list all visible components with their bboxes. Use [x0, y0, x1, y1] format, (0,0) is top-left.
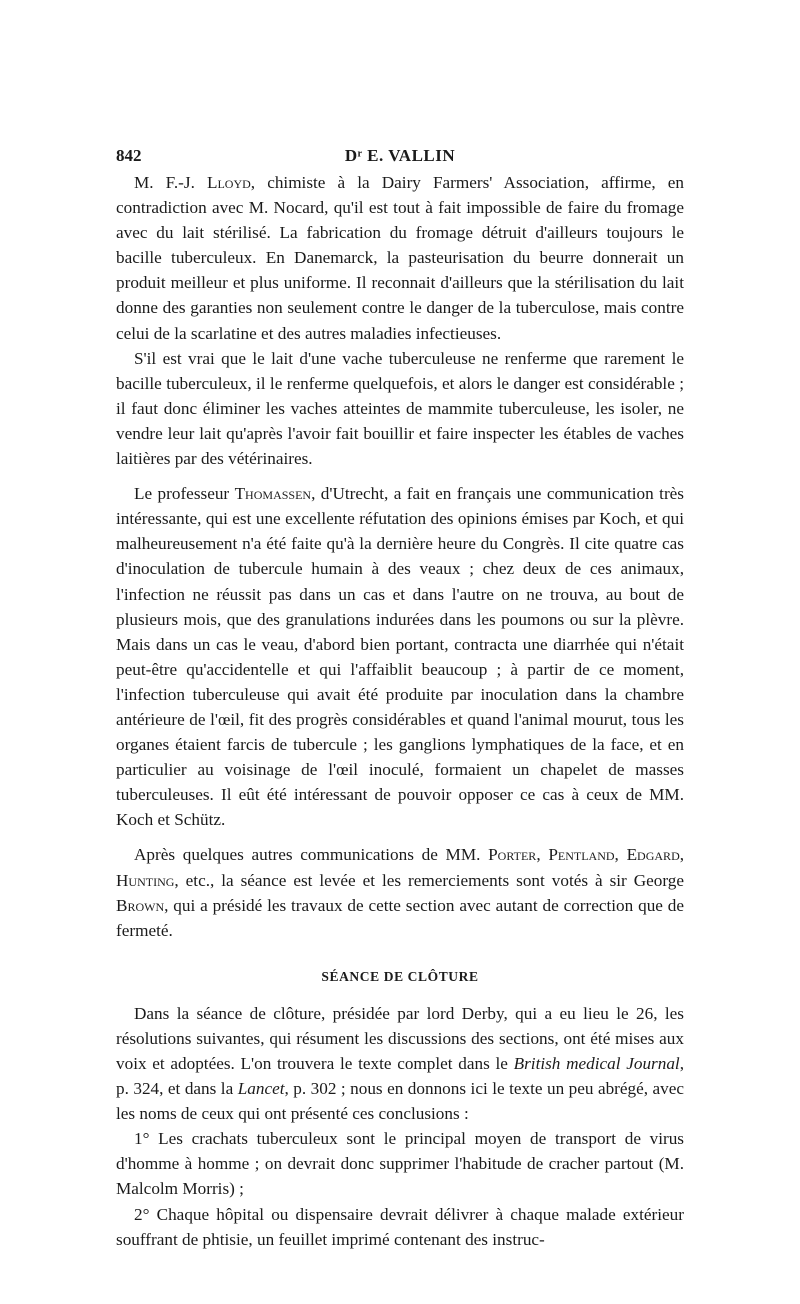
text-run: , p. 302 ; nous en donnons ici le texte un peu abrégé, avec les noms de ceux qui ont présenté ces conclusions :: [116, 1079, 684, 1124]
paragraph-lait-tuberculeux: S'il est vrai que le lait d'une vache tuberculeuse ne renferme que rarement le bacille tuberculeux, il le renferme quelquefois, et alors le danger est considérable ; il faut donc éliminer les vaches atteintes de mammite tuberculeuse, les isoler, ne vendre leur lait qu'après l'avoir fait bouillir et faire inspecter les étables de vaches laitières par des vétérinaires.: [116, 348, 684, 469]
text-run: Après quelques autres communications de MM.: [134, 845, 489, 865]
text-run: , etc., la séance est levée et les remerciements sont votés à sir George: [174, 870, 684, 890]
book-page: [116, 143, 684, 1252]
text-run: ,: [614, 845, 627, 865]
author-name: Brown: [116, 895, 165, 915]
text-run: , chimiste à la Dairy Farmers' Association, affirme, en contradiction avec M. Nocard, qu'il est tout à fait impossible de faire du fromage avec du lait stérilisé. La fabrication du fromage détruit d'ailleurs toujours le bacille tuberculeux. En Danemarck, la pasteurisation du beurre donnerait un produit meilleur et plus uniforme. Il reconnait d'ailleurs que la stérilisation du lait donne des garanties non seulement contre le danger de la tuberculose, mais contre celui de la scarlatine et des autres maladies infectieuses.: [116, 173, 684, 343]
page-header: [116, 143, 684, 167]
paragraph-lloyd: [116, 170, 684, 346]
text-run: ,: [679, 845, 685, 865]
text-run: Le professeur: [134, 484, 235, 504]
text-run: M. F.-J.: [134, 173, 207, 192]
author-name: Hunting: [116, 870, 175, 890]
author-name: Thomassen: [234, 484, 312, 504]
paragraph-remerciements: [116, 842, 684, 942]
text-run: , qui a présidé les travaux de cette section avec autant de correction que de fermeté.: [116, 895, 684, 940]
author-name: Lloyd: [206, 173, 251, 192]
page-number: 842: [116, 146, 142, 165]
text-run: ,: [536, 845, 549, 865]
text-run: , p. 324, et dans la: [116, 1054, 684, 1099]
text-run: Dans la séance de clôture, présidée par lord Derby, qui a eu lieu le 26, les résolutions suivantes, qui résument les discussions des sections, ont été mises aux voix et adoptées. L'on trouvera le texte complet dans le: [116, 1003, 684, 1073]
journal-title: British medical Journal: [513, 1054, 680, 1073]
resolution-1: 1° Les crachats tuberculeux sont le principal moyen de transport de virus d'homme à homme ; on devrait donc supprimer l'habitude de cracher partout (M. Malcolm Morris) ;: [116, 1129, 684, 1199]
paragraph-thomassen: [116, 481, 684, 832]
running-head: Dʳ E. VALLIN: [344, 146, 456, 165]
resolution-2: 2° Chaque hôpital ou dispensaire devrait délivrer à chaque malade extérieur souffrant de phtisie, un feuillet imprimé contenant des instruc-: [116, 1204, 684, 1249]
journal-title: Lancet: [237, 1079, 285, 1099]
author-name: Pentland: [548, 845, 615, 865]
author-name: Porter: [488, 845, 537, 865]
paragraph-seance-cloture: [116, 1001, 684, 1126]
text-run: , d'Utrecht, a fait en français une communication très intéressante, qui est une excellente réfutation des opinions émises par Koch, et qui malheureusement n'a été faite qu'à la dernière heure du Congrès. Il cite quatre cas d'inoculation de tubercule humain à des veaux ; chez deux de ces animaux, l'infection ne réussit pas dans un cas et dans l'autre on ne trouva, au bout de plusieurs mois, que des granulations indurées dans les poumons ou sur la plèvre. Mais dans un cas le veau, d'abord bien portant, contracta une diarrhée qui n'était peut-être qu'accidentelle et qui l'affaiblit beaucoup ; à partir de ce moment, l'infection tuberculeuse qui avait été produite par inoculation dans la chambre antérieure de l'œil, fit des progrès considérables et quand l'animal mourut, tous les organes étaient farcis de tubercule ; les ganglions lymphatiques de la face, et en particulier au voisinage de l'œil inoculé, formaient un chapelet de masses tuberculeuses. Il eût été intéressant de pouvoir opposer ce cas à ceux de MM. Koch et Schütz.: [116, 484, 684, 830]
author-name: Edgard: [626, 845, 680, 865]
section-title: SÉANCE DE CLÔTURE: [321, 968, 479, 984]
